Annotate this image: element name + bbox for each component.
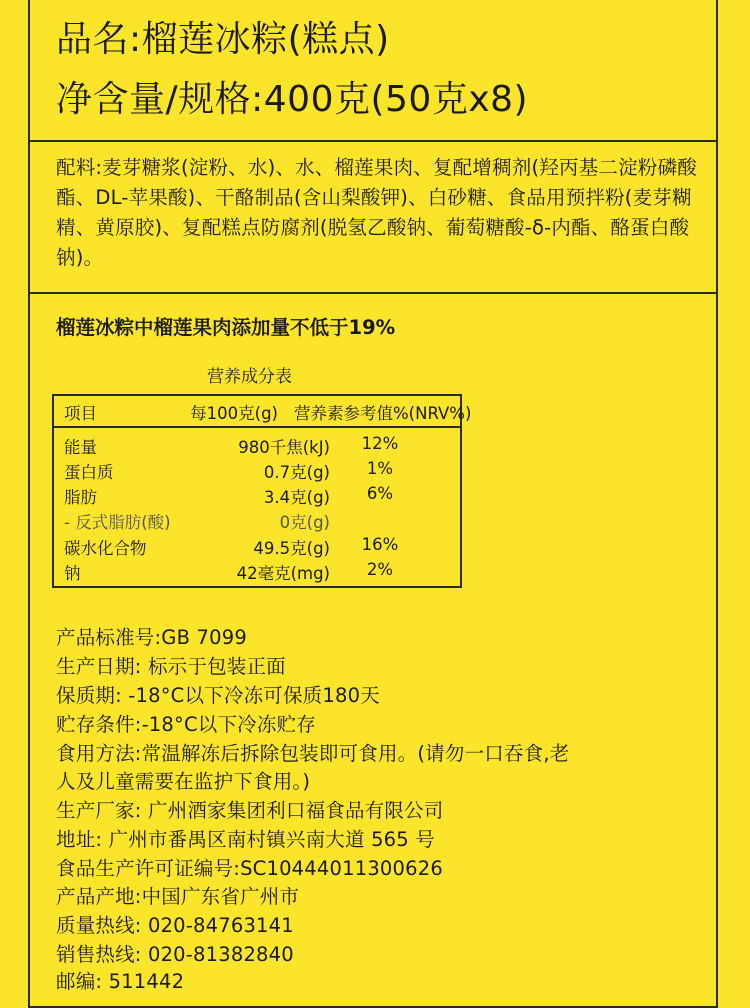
divider-top <box>28 140 718 142</box>
row-protein-per100: 0.7克(g) <box>263 463 330 482</box>
durian-content-note: 榴莲冰粽中榴莲果肉添加量不低于19% <box>56 316 396 339</box>
divider-bottom <box>28 292 718 294</box>
product-name: 品名:榴莲冰粽(糕点) <box>56 19 390 60</box>
row-transfat-item: - 反式脂肪(酸) <box>64 513 171 532</box>
nutrition-table-title: 营养成分表 <box>207 367 292 387</box>
header-item: 项目 <box>64 404 97 423</box>
address: 地址: 广州市番禺区南村镇兴南大道 565 号 <box>56 828 435 851</box>
row-energy-per100: 980千焦(kJ) <box>238 438 330 457</box>
row-sodium-item: 钠 <box>64 564 81 583</box>
row-fat-nrv: 6% <box>366 484 394 503</box>
shelf-life: 保质期: -18°C以下冷冻可保质180天 <box>56 684 380 707</box>
row-carb-per100: 49.5克(g) <box>253 539 330 558</box>
usage-line-2: 人及儿童需要在监护下食用。) <box>56 770 311 793</box>
row-sodium-per100: 42毫克(mg) <box>236 564 330 583</box>
postcode: 邮编: 511442 <box>56 970 185 993</box>
sales-hotline: 销售热线: 020-81382840 <box>56 943 294 966</box>
row-fat-per100: 3.4克(g) <box>263 488 330 507</box>
row-transfat-per100: 0克(g) <box>279 513 330 532</box>
production-license: 食品生产许可证编号:SC10444011300626 <box>56 857 443 880</box>
row-protein-item: 蛋白质 <box>64 463 114 482</box>
usage-line-1: 食用方法:常温解冻后拆除包装即可食用。(请勿一口吞食,老 <box>56 742 570 765</box>
production-date: 生产日期: 标示于包装正面 <box>56 655 286 678</box>
origin: 产品产地:中国广东省广州市 <box>56 885 300 908</box>
storage-condition: 贮存条件:-18°C以下冷冻贮存 <box>56 713 316 736</box>
row-fat-item: 脂肪 <box>64 488 97 507</box>
ingredients-text: 配料:麦芽糖浆(淀粉、水)、水、榴莲果肉、复配增稠剂(羟丙基二淀粉磷酸酯、DL-苹果酸)、干酪制品(含山梨酸钾)、白砂糖、食品用预拌粉(麦芽糊精、黄原胶)、复配糕点防腐剂(脱氢乙酸钠、葡萄糖酸-δ-内酯、酪蛋白酸钠)。 <box>56 156 697 269</box>
row-carb-nrv: 16% <box>361 535 399 554</box>
table-header-divider <box>54 426 460 428</box>
product-spec: 净含量/规格:400克(50克x8) <box>56 79 529 120</box>
row-energy-nrv: 12% <box>361 434 399 453</box>
row-sodium-nrv: 2% <box>366 560 394 579</box>
header-nrv: 营养素参考值%(NRV%) <box>294 404 472 423</box>
row-protein-nrv: 1% <box>366 459 394 478</box>
quality-hotline: 质量热线: 020-84763141 <box>56 914 294 937</box>
row-carb-item: 碳水化合物 <box>64 539 147 558</box>
manufacturer: 生产厂家: 广州酒家集团利口福食品有限公司 <box>56 799 444 822</box>
header-per100: 每100克(g) <box>190 404 278 423</box>
row-energy-item: 能量 <box>64 438 97 457</box>
product-standard: 产品标准号:GB 7099 <box>56 626 247 649</box>
nutrition-table <box>52 394 472 588</box>
